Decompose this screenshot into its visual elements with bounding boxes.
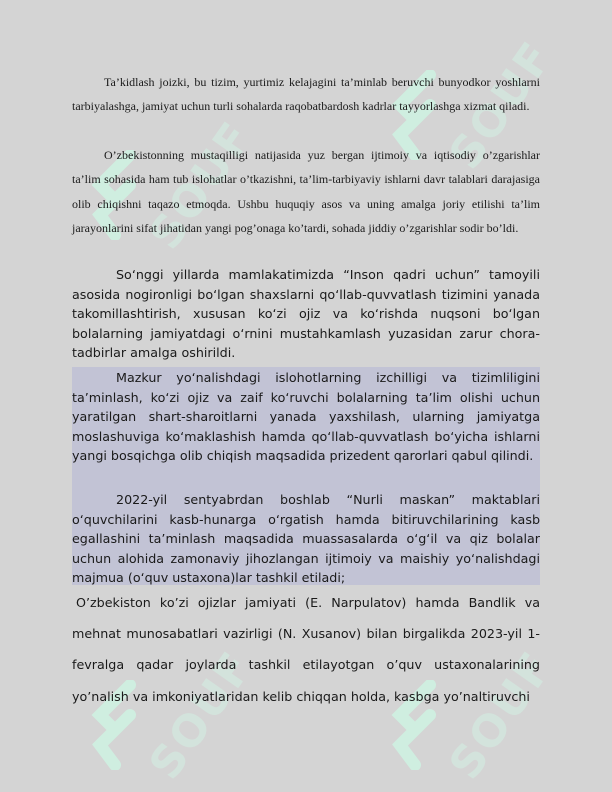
paragraph-5: 2022-yil sentyabrdan boshlab “Nurli maskan” maktablari o‘quvchilarini kasb-hunarga o‘rgatish hamda bitiruvchilarining kasb egallashini ta’minlash maqsadida muassasalarda o‘g‘il va qiz bolalar uchun alohida zamonaviy jihozlangan ijtimoiy va maishiy yo‘nalishdagi majmua (o‘quv ustaxona)lar tashkil etiladi;: [72, 492, 540, 586]
watermark-text: SOUF: [139, 642, 264, 789]
watermark-text: SOUF: [439, 642, 564, 789]
paragraph-4: Mazkur yo‘nalishdagi islohotlarning izchilligi va tizimliligini ta’minlash, ko‘zi ojiz va zaif ko‘ruvchi bolalarning ta’lim olishi uchun yaratilgan shart-sharoitlarni yanada yaxshilash, ularning jamiyatga moslashuviga ko‘maklashish hamda qo‘llab-quvvatlash bo‘yicha ishlarni yangi bosqichga olib chiqish maqsadida prizedent qarorlari qabul qilindi.: [72, 370, 540, 464]
paragraph-6: O’zbekiston ko’zi ojizlar jamiyati (E. Narpulatov) hamda Bandlik va mehnat munosabatlari vazirligi (N. Xusanov) bilan birgalikda 2023-yil 1-fevralga qadar joylarda tashkil etilayotgan o’quv ustaxonalarining yo’nalish va imkoniyatlaridan kelib chiqqan holda, kasbga yo’naltiruvchi: [72, 595, 540, 704]
paragraph-3: So‘nggi yillarda mamlakatimizda “Inson qadri uchun” tamoyili asosida nogironligi bo‘lgan shaxslarni qo‘llab-quvvatlash tizimini yanada takomillashtirish, xususan ko‘zi ojiz va ko‘rishda nuqsoni bo‘lgan bolalarning jamiyatdagi o‘rnini mustahkamlash yuzasidan zarur chora-tadbirlar amalga oshirildi.: [72, 267, 540, 361]
paragraph-2: O’zbekistonning mustaqilligi natijasida yuz bergan ijtimoiy va iqtisodiy o’zgarishlar ta’lim sohasida ham tub islohatlar o’tkazishni, ta’lim-tarbiyaviy ishlarni davr talablari darajasiga olib chiqishni taqazo etmoqda. Ushbu huquqiy asos va uning amalga joriy etilishi ta’lim jarayonlarini sifat jihatidan yangi pog’onaga ko’tardi, sohada jiddiy o’zgarishlar sodir bo’ldi.: [72, 148, 540, 235]
watermark-text: SOUF: [139, 112, 264, 259]
watermark-text: SOUF: [439, 32, 564, 179]
paragraph-1: Ta’kidlash joizki, bu tizim, yurtimiz kelajagini ta’minlab beruvchi bunyodkor yoshlarni tarbiyalashga, jamiyat uchun turli sohalarda raqobatbardosh kadrlar tayyorlashga xizmat qiladi.: [72, 75, 540, 114]
